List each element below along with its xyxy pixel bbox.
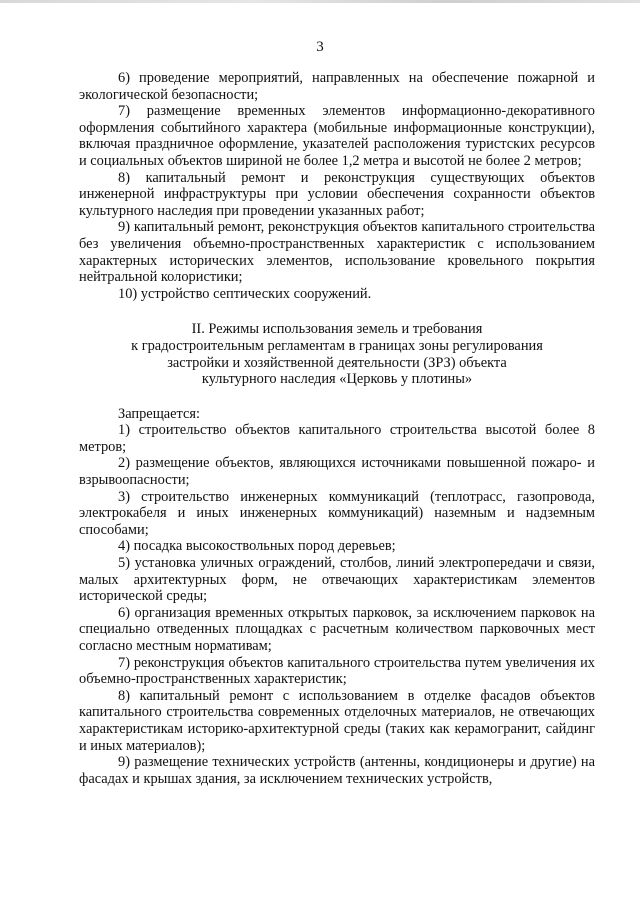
list-item: 10) устройство септических сооружений. — [118, 285, 372, 302]
section-heading-line: к градостроительным регламентам в границах зоны регулирования — [131, 337, 543, 354]
list-item: 6) проведение мероприятий, направленных на обеспечение пожарной и экологической безопасности; — [79, 70, 595, 103]
section-heading-line: культурного наследия «Церковь у плотины» — [201, 371, 473, 388]
prohibition-intro: Запрещается: — [118, 405, 201, 422]
list-item: 7) размещение временных элементов информационно-декоративного оформления событийного характера (мобильные информационные конструкции), включая праздничное оформление, указателей расположения туристских ресурсов и социальных объектов шириной не более 1,2 метра и высотой не более 2 метров; — [79, 103, 595, 169]
list-item: 3) строительство инженерных коммуникаций (теплотрасс, газопровода, электрокабеля и иных инженерных коммуникаций) наземным и надземным способами; — [79, 488, 595, 538]
section-heading-line: II. Режимы использования земель и требования — [191, 321, 483, 338]
list-item: 4) посадка высокоствольных пород деревьев; — [118, 538, 396, 555]
list-item: 7) реконструкция объектов капитального строительства путем увеличения их объемно-пространственных характеристик; — [79, 654, 595, 688]
list-item: 6) организация временных открытых парковок, за исключением парковок на специально отведенных площадках с расчетным количеством парковочных мест согласно местным нормативам; — [79, 604, 595, 654]
section-heading-line: застройки и хозяйственной деятельности (ЗРЗ) объекта — [167, 354, 507, 371]
list-item: 9) размещение технических устройств (антенны, кондиционеры и другие) на фасадах и крышах здания, за исключением технических устройств, — [79, 754, 595, 787]
list-item: 5) установка уличных ограждений, столбов, линий электропередачи и связи, малых архитектурных форм, не отвечающих характеристикам элементов исторической среды; — [79, 555, 595, 605]
list-item: 8) капитальный ремонт и реконструкция существующих объектов инженерной инфраструктуры при условии обеспечения сохранности объектов культурного наследия при проведении указанных работ; — [79, 169, 595, 219]
list-item: 1) строительство объектов капитального строительства высотой более 8 метров; — [79, 422, 595, 455]
scan-edge-line — [0, 0, 640, 3]
list-item: 9) капитальный ремонт, реконструкция объектов капитального строительства без увеличения объемно-пространственных характеристик с использованием характерных исторических элементов, использование кровельного покрытия нейтральной колористики; — [79, 219, 595, 286]
section-heading — [79, 321, 595, 387]
list-item: 2) размещение объектов, являющихся источниками повышенной пожаро- и взрывоопасности; — [79, 455, 595, 489]
document-body — [79, 70, 595, 787]
page-number: 3 — [316, 39, 324, 55]
list-item: 8) капитальный ремонт с использованием в отделке фасадов объектов капитального строительства современных отделочных материалов, не отвечающих характеристикам историко-архитектурной среды (таких как керамогранит, сайдинг и иных материалов); — [79, 687, 595, 754]
